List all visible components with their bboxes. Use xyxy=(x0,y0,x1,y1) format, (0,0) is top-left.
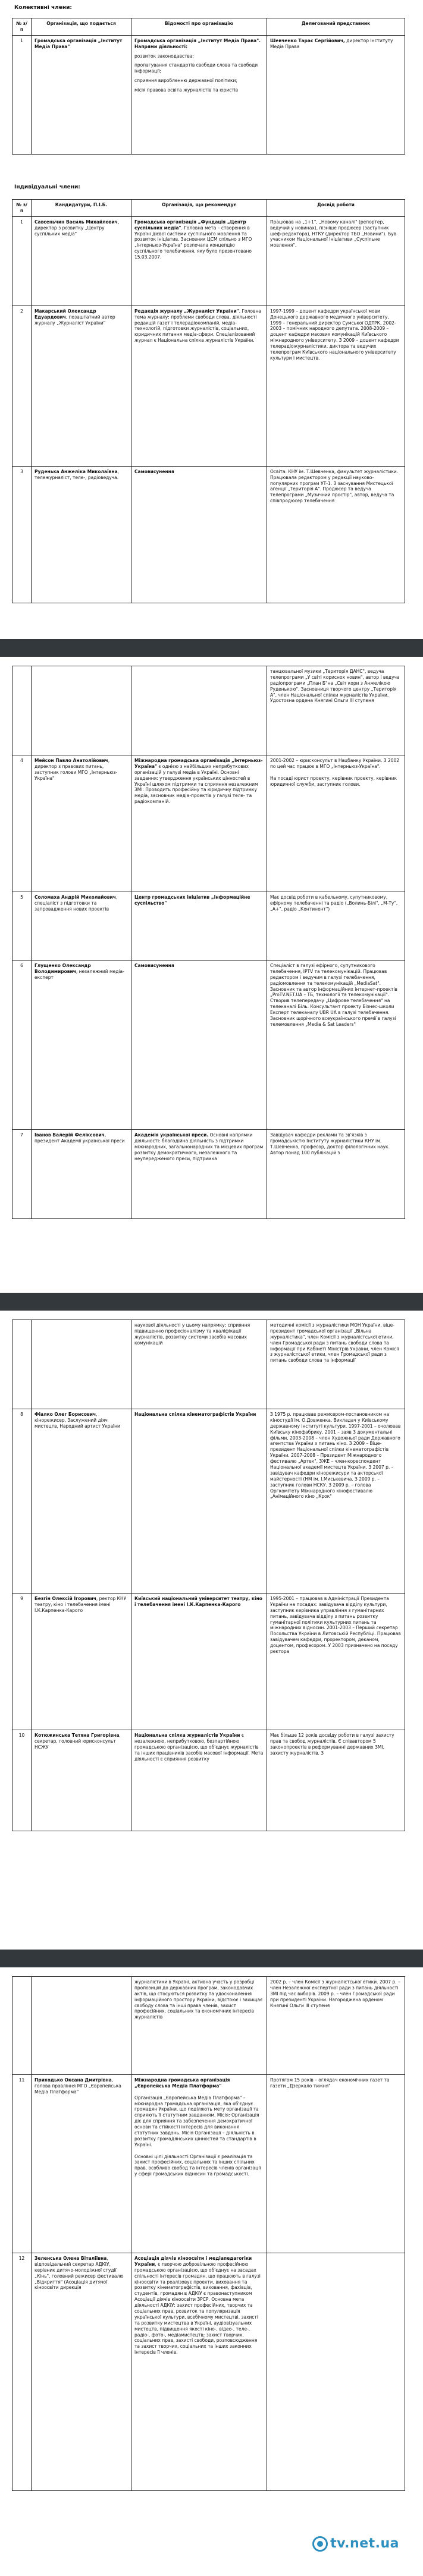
org-desc: є незалежною, неприбутковою, безпартійною громадською організацією, що об'єднує журналістів та інших працівників засобів масової інформації. Мета діяльності є сприяння розвитку xyxy=(134,1733,264,1762)
recommending-org xyxy=(131,216,267,306)
recommending-org xyxy=(131,892,267,961)
table-row xyxy=(12,1130,405,1219)
table-row xyxy=(12,2075,405,2253)
candidate-name: Руденька Анжеліка Миколаївна xyxy=(35,468,118,474)
candidate-role: , директор з розвитку „Центру суспільних медіа" xyxy=(35,219,120,237)
recommending-org xyxy=(131,1130,267,1219)
delegate-role: директор Інституту Медіа Права xyxy=(270,37,393,49)
row-num: 12 xyxy=(12,2253,32,2491)
table-row xyxy=(12,755,405,892)
table-row xyxy=(12,1594,405,1730)
org-desc: наукової діяльності у цьому напрямку; сприяння підвищенню професіоналізму та кваліфікації журналістів, розвитку системи засобів масових комунікацій xyxy=(131,1320,267,1409)
experience: 2001-2002 – юрисконсульт в Нацбанку України. З 2002 по цей час працює в МГО „Інтерньюз-Україна". На посаді юрист проекту, керівник проекту, керівник юридичної служби, заступник голови. xyxy=(267,755,405,892)
col-header-rep: Делегований представник xyxy=(267,18,405,36)
org-name: Національна спілка кінематографістів України xyxy=(134,1412,256,1417)
row-num: 6 xyxy=(12,961,32,1130)
experience: Завідувач кафедри реклами та зв'язків з громадськістю Інституту журналістики КНУ ім. Т.Шевченка, професор, доктор філологічних наук. Автор понад 100 публікацій з xyxy=(267,1130,405,1219)
candidate-role: , президент Академії української преси xyxy=(35,1132,125,1144)
candidate-name: Іванов Валерій Феліксович xyxy=(35,1132,105,1138)
org-name: Громадська організація „Інститут Медіа Права" xyxy=(32,35,131,154)
candidate xyxy=(32,892,131,961)
candidate xyxy=(32,755,131,892)
individual-members-table-cont xyxy=(12,1320,405,1831)
candidate-role: , кінорежисер, Заслужений діяч мистецтв, Народний артист України xyxy=(35,1412,120,1429)
org-name: Громадська організація „Фундація „Центр суспільних медіа" xyxy=(134,219,246,231)
experience: методичні комісії з журналістики МОН України, віце-президент громадської організації „Вільна журналістика", член Комісії з журналістської етики, член Громадської ради з питань свободи слова та інформації при Кабінеті Міністрів України, член Комісії з журналістської етики, член Громадської ради з питань свободи слова та інформації xyxy=(267,1320,405,1409)
candidate-name: Макарський Олександр Едуардович xyxy=(35,308,96,320)
table-header-row xyxy=(12,200,405,217)
org-name: Асоціація діячів кіноосвіти і медіапедагогіки України xyxy=(134,2256,252,2267)
table-row-continued xyxy=(12,666,405,755)
candidate-role: , секретар, головний юрисконсульт НСЖУ xyxy=(35,1733,121,1750)
experience: танцювальної музики „Територія ДАНС", ведуча телепрограми „У світі кориснох новин", автор і ведуча радіопрограми „План Б"на „Світ кори з Анжелікою Руденькою". Засновниця творчого центру „Територія А", член Національної спілки журналістів України. Удостоєна ордена Княгині Ольги III ступеня xyxy=(267,666,405,755)
page-4 xyxy=(0,1967,423,2576)
org-info-line: місія правова освіта журналістів та юристів xyxy=(134,87,239,93)
org-desc: є однією з найбільших неприбуткових організацій у галузі медіа в Україні. Основні завдання: утвердження українських цінностей в Україні шляхом підтримки та сприяння незалежним ЗМІ. Проводить професійну та юридичну підтримку медіа, засновник медіа-проектів у галузі теле- та радіокомпаній. xyxy=(134,763,258,805)
delegate xyxy=(267,35,405,154)
candidate-role: , ректор КНУ театру, кіно і телебачення імені І.К.Карпенка-Карого xyxy=(35,1596,127,1613)
row-num: 10 xyxy=(12,1730,32,1831)
experience xyxy=(267,2253,405,2491)
individual-members-table xyxy=(12,199,405,603)
org-desc: Основні напрямки діяльності: благодійна діяльність з підтримки міжнародних, загальнонародних та місцевих програм розвитку демократичного, незалежного та неупередженого преси, підтримка xyxy=(134,1132,264,1161)
recommending-org xyxy=(131,2075,267,2253)
candidate-name: Приходько Оксана Дмитрівна xyxy=(35,2077,112,2083)
candidate-role: , спеціаліст з підготовки та запровадження нових проектів xyxy=(35,895,118,912)
table-row xyxy=(12,1409,405,1594)
candidate-name: Зеленська Олена Віталіївна xyxy=(35,2256,107,2261)
recommending-org xyxy=(131,1730,267,1831)
candidate xyxy=(32,1594,131,1730)
experience: З 1975 р. працював режисером-постановником на кіностудії ім. О.Довженка. Викладач у Київському державному інституті культури. 1997-2001 – очолював Київську кінофабрику. 2001 – заяв 3 документальні фільми, 2003-2008 – член Художньої ради Державного агентства України з питань кіно. З 2009 – Віце-президент Національної спілки кінематографістів України. 2007-2008 – Президент Міжнародного фестивалю „Артек", ЗЖЕ – член-кореспондент Національної академії мистецтв України. З 2007 р. – завідувач кафедри кінорежисури та акторської майстерності (НМ ім. І.Миськевича. З 2009 р. – заступник голови НСКУ. З 2009 р. – голова Оргкомітету Міжнародного кінофестивалю „Анімаційного кіно „Крок" xyxy=(267,1409,405,1594)
candidate-name: Глущенко Олександр Володимирович xyxy=(35,963,91,974)
table-row xyxy=(12,1730,405,1831)
candidate-role: , відповідальний секретар АДКіУ, керівник дитячо-молодіжної студії „Кінь", головний режисер фестивалю „Відкриття" (Асоціація дитячої кіноосвіти дирекція xyxy=(35,2256,124,2291)
candidate-name: Соломаха Андрій Миколайович xyxy=(35,895,116,900)
candidate xyxy=(32,1409,131,1594)
experience: Працював на „1+1", „Новому каналі" (репортер, ведучий у новинах), пізніше продюсер (заступник шеф-редактора), НТКУ (директор ТБО „Новини"). Був учасником Національної Ініціативи „Суспільне мовлення". xyxy=(267,216,405,306)
candidate-role: , директор з правових питань, заступник голови МГО „Інтерньюз-Україна" xyxy=(35,758,118,781)
individual-members-table-cont xyxy=(12,666,405,1219)
recommending-org xyxy=(131,466,267,603)
page-1 xyxy=(0,0,423,639)
candidate xyxy=(32,466,131,603)
experience: Має досвід роботи в кабельному, супутниковому, ефірному телебаченні та радіо („Волинь-Білі", „М-Ту", „А+", радіо „Континент") xyxy=(267,892,405,961)
org-name: Академія української преси. xyxy=(134,1132,209,1138)
candidate xyxy=(32,961,131,1130)
recommending-org xyxy=(131,961,267,1130)
candidate-name: Котюжинська Тетяна Григорівна xyxy=(35,1733,120,1738)
individual-members-title: Індивідуальні члени: xyxy=(14,184,80,190)
org-name: Самовисунення xyxy=(134,963,174,968)
org-info xyxy=(131,35,267,154)
candidate-role: , незалежний медіа-експерт xyxy=(35,968,124,980)
row-num: 8 xyxy=(12,1409,32,1594)
experience: Спеціаліст в галузі ефірного, супутникового телебачення, IPTV та телекомунікацій. Працював редактором і ведучим в галузі телебачення, радіомовлення та телекомунікацій „MediaSat". Засновник та автор інформаційних інтернет-проектів „ProTV.NET.UA – ТБ, технології та телекомунікації". Створив телепередачу „Цифрове телебачення" на телеканалі Біль. Консультант проекту Бізнес-школи Експерт телеканалу UBR UA в галузі телебачення. Засновник щорічного всеукраїнського премії в галузі телемовлення „Media & Sat Leaders" xyxy=(267,961,405,1130)
table-row xyxy=(12,35,405,154)
row-num: 5 xyxy=(12,892,32,961)
org-info-line: пропагування стандартів свободи слова та свободи інформації; xyxy=(134,62,258,74)
table-row xyxy=(12,892,405,961)
recommending-org xyxy=(131,1594,267,1730)
table-row-continued xyxy=(12,1977,405,2075)
col-header-org: Організація, що подається xyxy=(32,18,131,36)
row-num: 3 xyxy=(12,466,32,603)
experience: 1995-2001 – працював в Адміністрації Президента України на посадах: завідувача відділу культури, заступник керівника управління з гуманітарних питань, завідувача відділу з питань розвитку гуманітарної політики культурних питань та міжнародних відносин. 2001-2003 – Перший секретар Посольства України в Литовській Республіці. Працював завідувачем кафедри, проректором, деканом, доцентом, професором. У 2003 призначено на посаду ректора xyxy=(267,1594,405,1730)
page-2 xyxy=(0,657,423,1293)
collective-members-table xyxy=(12,18,405,155)
tv-logo-icon xyxy=(312,2536,328,2552)
page-separator xyxy=(0,1293,423,1311)
row-num: 9 xyxy=(12,1594,32,1730)
candidate xyxy=(32,2253,131,2491)
table-row xyxy=(12,216,405,306)
table-row-continued xyxy=(12,1320,405,1409)
row-num: 1 xyxy=(12,35,32,154)
org-name: Редакція журналу „Журналіст України" xyxy=(134,308,239,314)
candidate xyxy=(32,306,131,466)
candidate xyxy=(32,2075,131,2253)
page-separator xyxy=(0,639,423,657)
org-info-line: сприяння виробленню державної політики; xyxy=(134,78,237,84)
table-row xyxy=(12,2253,405,2491)
org-desc: , є творчою добровільною професійною громадською організацією, що об'єднує на засадах спільності інтересів громадян, що працюють в галузі кіноосвіти та реалізовує проекти, виховання та розвитку кінематографістів, виховання, фахівців, студентів, громадян в АДКіУ є правонаступником Асоціації діячів кіноосвіти ЗРСР. Основна мета діяльності АДКіУ: захист професійних, творчих та соціальних прав, розвиток та популяризація української культури, всебічному мистецтві, захисті та розвитку мистецтва в Україні, аудіовізуальних мистецтв, підвищення якості кіно-, відео-, теле-, радіо-, фото-, медіамистецтв; захист творчих, соціальних прав, захисті свободи, розповсюдження та захист творчих, соціальних та інших законних інтересів її членів. xyxy=(134,2261,261,2355)
org-name: Київський національний університет театру, кіно і телебачення імені І.К.Карпенка-Карого xyxy=(134,1596,262,1607)
candidate-name: Савсеньчин Василь Михайлович xyxy=(35,219,118,225)
candidate xyxy=(32,1730,131,1831)
col-header-candidate: Кандидатури, П.І.Б. xyxy=(32,200,131,217)
candidate-name: Мейсон Павло Анатолійович xyxy=(35,758,108,763)
experience: Протягом 15 років – оглядач економічних газет та газети „Дзеркало тижня" xyxy=(267,2075,405,2253)
org-name: Самовисунення xyxy=(134,468,174,474)
row-num: 4 xyxy=(12,755,32,892)
delegate-name: Шевченко Тарас Сергійович, xyxy=(270,37,345,43)
org-name: Національна спілка журналістів України xyxy=(134,1733,240,1738)
page-3 xyxy=(0,1311,423,1950)
watermark-logo xyxy=(312,2535,399,2552)
row-num: 1 xyxy=(12,216,32,306)
candidate-role: , позаштатний автор журналу „Журналіст України" xyxy=(35,314,115,326)
table-row xyxy=(12,466,405,603)
row-num: 2 xyxy=(12,306,32,466)
candidate-name: Безгін Олексій Ігорович xyxy=(35,1596,96,1601)
col-header-org: Організація, що рекомендує xyxy=(131,200,267,217)
candidate xyxy=(32,1130,131,1219)
candidate-name: Фіалко Олег Борисович xyxy=(35,1412,96,1417)
org-desc: . Головна тема журналу: проблеми свободи слова, діяльності редакцій газет і телерадіокомпаній, медіа-технологій, підготовки журналістів, соціальних, юридичних питання медіа-сфери. Спеціалізований журнал є Національна спілка журналістів України. xyxy=(134,308,261,344)
row-num: 11 xyxy=(12,2075,32,2253)
col-header-experience: Досвід роботи xyxy=(267,200,405,217)
collective-members-title: Колективні члени: xyxy=(14,5,72,11)
experience: Освіта: КНУ ім. Т.Шевченка, факультет журналістики. Працювала редактором у редакції науково-популярних програм УТ-1. З заснування Мистецької агенції „Територія А". Продюсер та ведуча телепрограми „Музичний простір", автор, ведуча та співпродюсер телебачення xyxy=(267,466,405,603)
candidate-role: , тележурналіст, теле-, радіоведуча. xyxy=(35,468,120,480)
org-desc: Організація „Європейська Медіа Платформа" – міжнародна громадська організація, яка об'єднує громадян України, що поділяють мету організації та сприяють її статутним завданням. Місія: Організація діє для сприяння та забезпечення демократичної основи та стійкості інтересів для виконання статутних завдань. Місія Організації – діяльність в розвитку громадянських цінностей та стандартів в Україні. Основні цілі діяльності Організації є реалізація та захист професійних, соціальних та інших спільних прав, особливо свобод та інтересів членів організації у сфері громадських відносин та громадськості. xyxy=(134,2095,261,2177)
recommending-org xyxy=(131,2253,267,2491)
table-row xyxy=(12,306,405,466)
candidate-role: , голова правління МГО „Європейська Медіа Платформа" xyxy=(35,2077,121,2095)
col-header-num: № з/п xyxy=(12,18,32,36)
recommending-org xyxy=(131,1409,267,1594)
table-row xyxy=(12,961,405,1130)
col-header-num: № з/п xyxy=(12,200,32,217)
page-separator xyxy=(0,1950,423,1967)
recommending-org xyxy=(131,306,267,466)
col-header-info: Відомості про організацію xyxy=(131,18,267,36)
org-name: Центр громадських ініціатив „Інформаційне суспільство" xyxy=(134,895,250,906)
row-num: 7 xyxy=(12,1130,32,1219)
individual-members-table-cont xyxy=(12,1976,405,2491)
org-desc: . Головна мета – створення в Україні дієвої системи суспільного мовлення та розвиток ініціатив. Засновник ЦСМ спільно з МГО „Інтерньюз-Україна" розпочала концепцію суспільного телебачення, яку було презентовано 15.03.2007. xyxy=(134,225,252,260)
org-info-line: розвиток законодавства; xyxy=(134,53,194,59)
recommending-org xyxy=(131,755,267,892)
org-name: Міжнародна громадська організація „Інтерньюз-Україна" xyxy=(134,758,263,769)
watermark-text: tv.net.ua xyxy=(330,2536,399,2551)
org-desc: журналістики в Україні, активна участь у розробці пропозицій до державних програм, законодавчих актів, що стосуються розвитку та удосконалення інформаційного простору України, відстоює і захищає свободу слова та інші права членів, захист професійних, соціальних та економічних інтересів журналістів xyxy=(131,1977,267,2075)
candidate xyxy=(32,216,131,306)
experience: Має більше 12 років досвіду роботи в галузі захисту прав та свобод журналістів. Є співавтором 5 законопроектів в реформуванні державних ЗМІ, захисту журналістів. З xyxy=(267,1730,405,1831)
table-header-row xyxy=(12,18,405,36)
experience: 1997-1999 – доцент кафедри української мови Донецького державного медичного університету, 1999 – генеральний директор Сумської ОДТРК, 2002-2003 – помічник народного депутата. 2008-2009 – доцент кафедри масових комунікацій Київського міжнародного університету. З 2009 – доцент кафедри телерадіожурналістики, диктора та ведучих телепрограм Київського національного університету культури і мистецтв. xyxy=(267,306,405,466)
experience: 2002 р. – член Комісії з журналістської етики. 2007 р. – член Незалежної експертної ради з питань діяльності ЗМІ під час виборів. 2009 р. – член Громадської ради при президенті України. Нагороджена орденом Княгині Ольги III ступеня xyxy=(267,1977,405,2075)
org-name: Міжнародна громадська організація „Європейська Медіа Платформа" xyxy=(134,2077,230,2089)
org-info-line: Громадська організація „Інститут Медіа Права". Напрями діяльності: xyxy=(134,37,261,49)
